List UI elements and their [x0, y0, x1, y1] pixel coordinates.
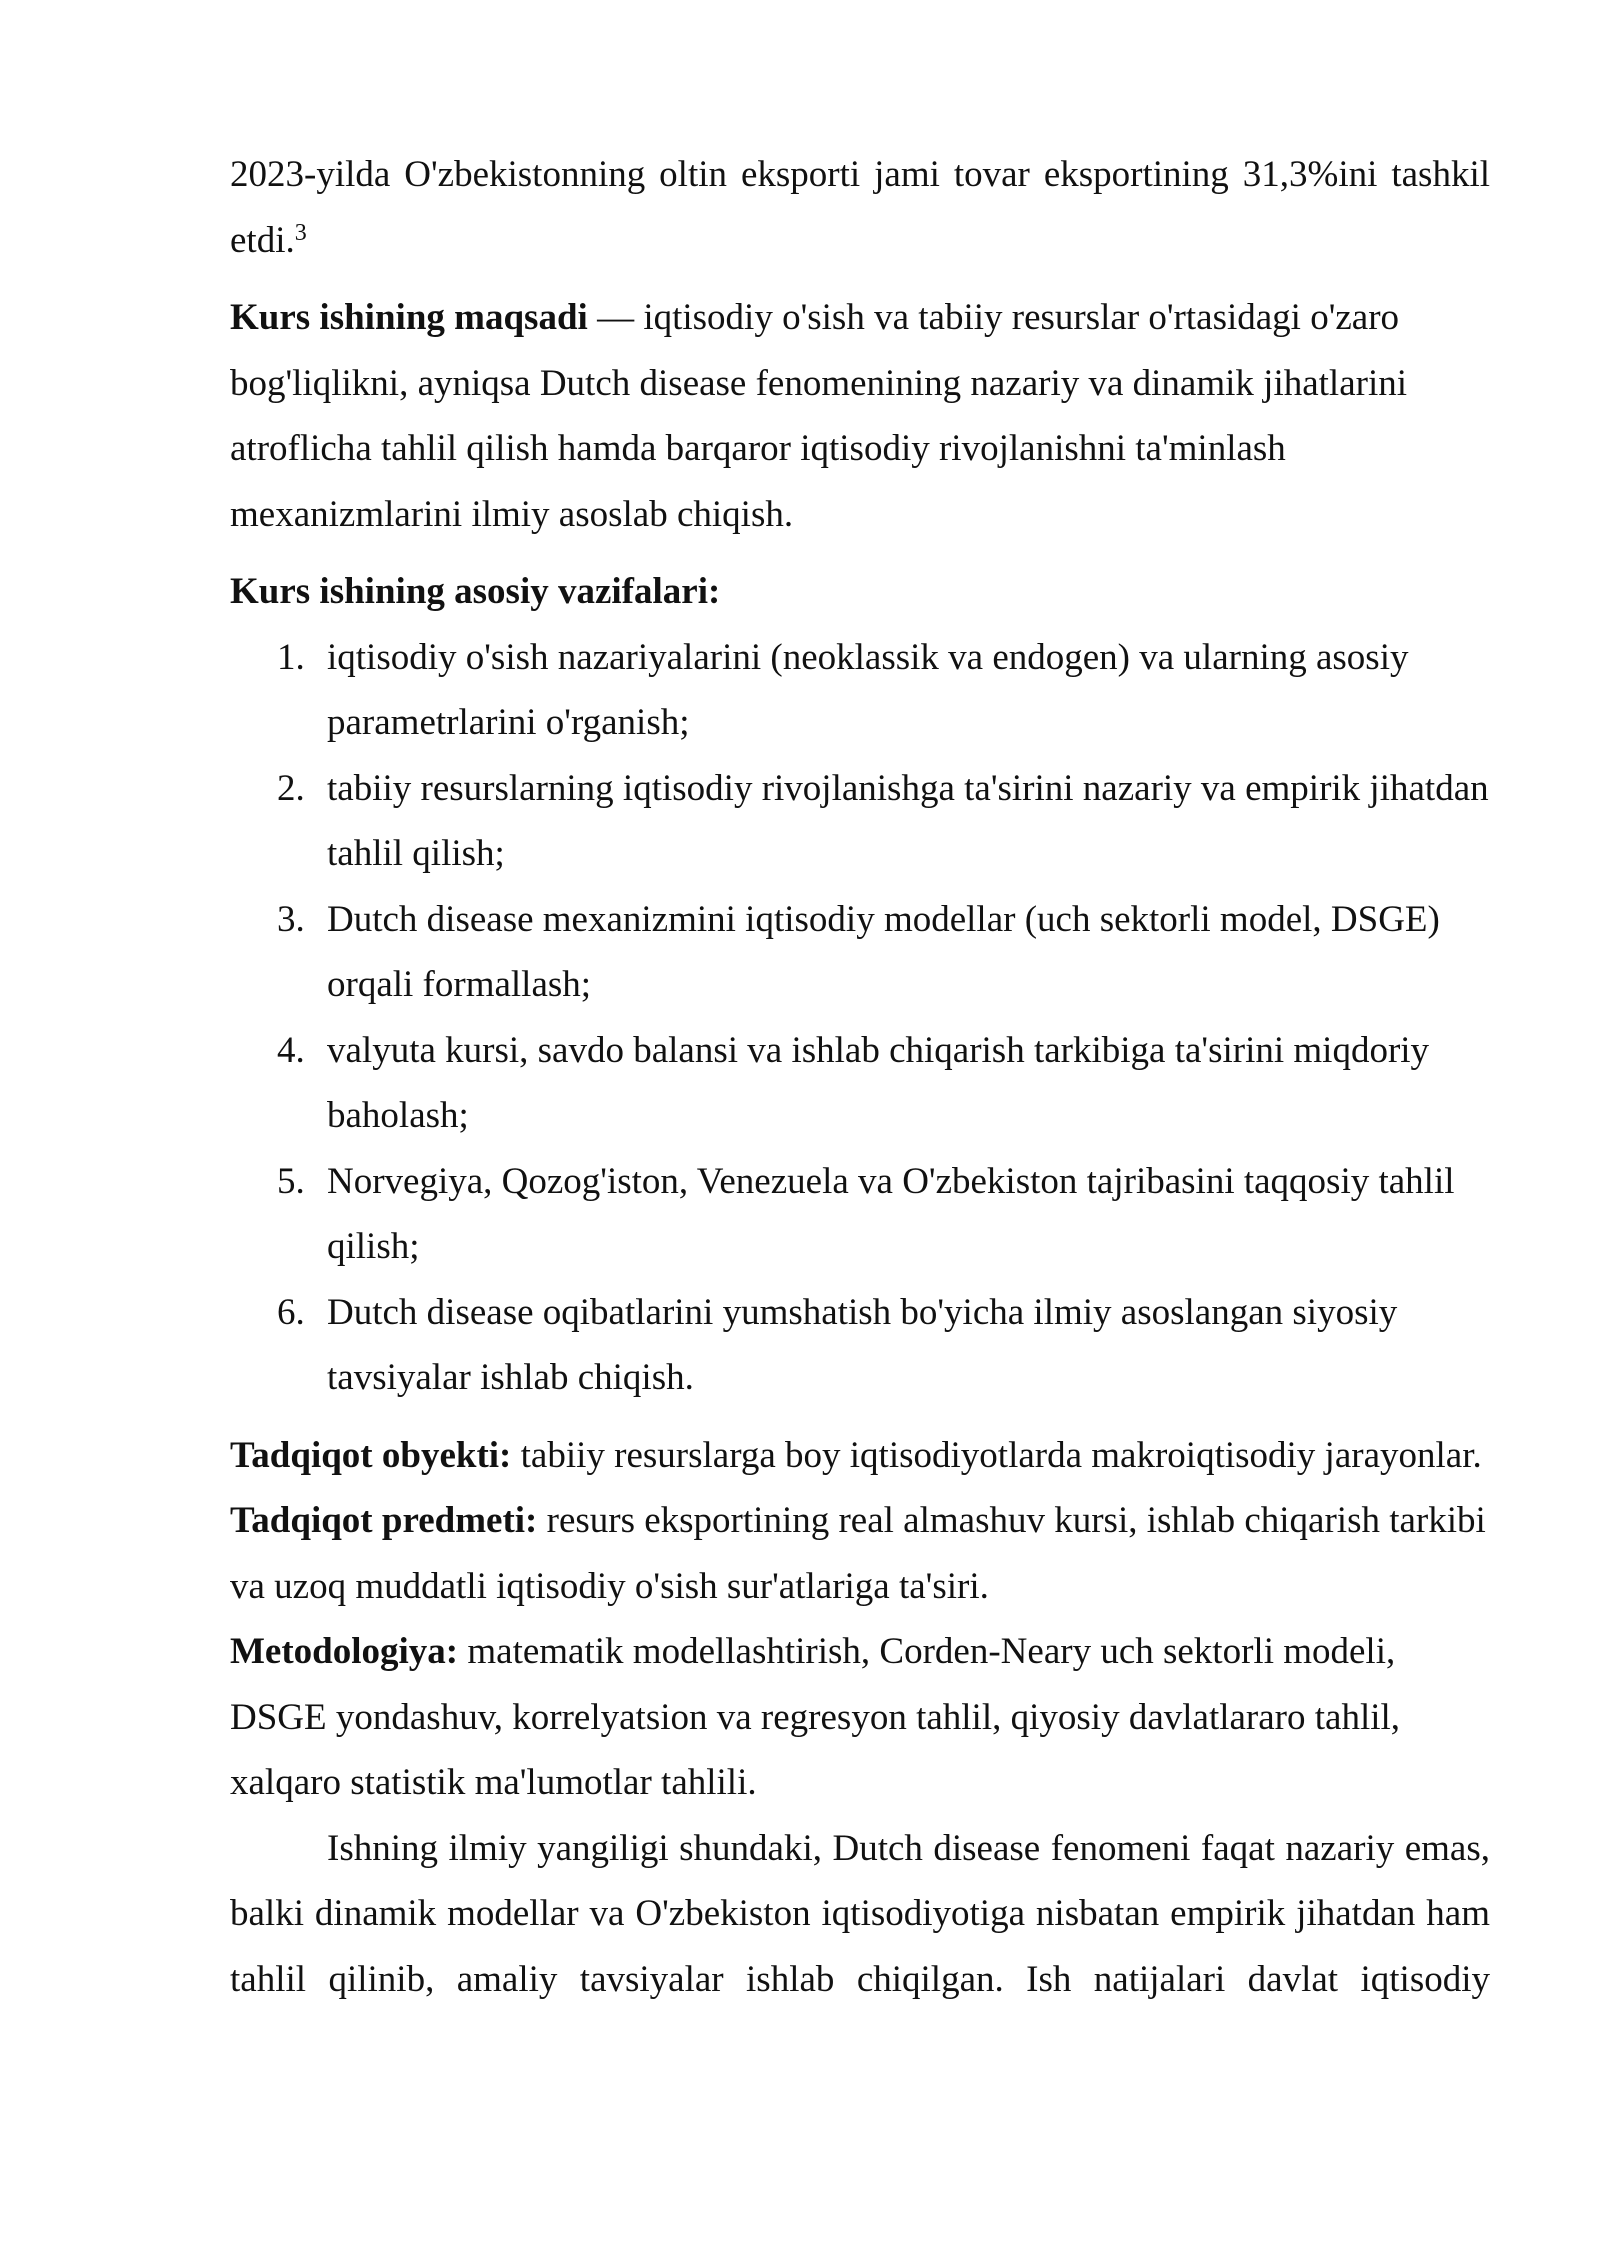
list-item-text: valyuta kursi, savdo balansi va ishlab chiqarish tarkibiga ta'sirini miqdoriy baholash; [327, 1029, 1430, 1136]
list-item [230, 887, 1490, 1018]
novelty-paragraph: Ishning ilmiy yangiligi shundaki, Dutch disease fenomeni faqat nazariy emas, balki dinamik modellar va O'zbekiston iqtisodiyotiga nisbatan empirik jihatdan ham tahlil qilinib, amaliy tavsiyalar ishlab chiqilgan. Ish natijalari davlat iqtisodiy [230, 1827, 1490, 2000]
tasks-heading: Kurs ishining asosiy vazifalari: [230, 571, 721, 612]
methodology-paragraph [230, 1619, 1490, 1816]
object-paragraph [230, 1423, 1490, 1489]
list-item [230, 1018, 1490, 1149]
list-item-text: iqtisodiy o'sish nazariyalarini (neoklassik va endogen) va ularning asosiy parametrlarini o'rganish; [327, 636, 1409, 743]
object-label: Tadqiqot obyekti: [230, 1434, 512, 1476]
list-item [230, 756, 1490, 887]
subject-label: Tadqiqot predmeti: [230, 1500, 538, 1541]
footnote-marker: 3 [294, 219, 307, 246]
intro-text: 2023-yilda O'zbekistonning oltin eksporti jami tovar eksportining 31,3%ini tashkil etdi. [230, 154, 1490, 261]
methodology-text: matematik modellashtirish, Corden-Neary uch sektorli modeli, DSGE yondashuv, korrelyatsion va regresyon tahlil, qiyosiy davlatlararo tahlil, xalqaro statistik ma'lumotlar tahlili. [230, 1631, 1401, 1803]
goal-paragraph [230, 285, 1490, 547]
list-item-number: 1. [277, 636, 305, 678]
subject-text: resurs eksportining real almashuv kursi, ishlab chiqarish tarkibi va uzoq muddatli iqtisodiy o'sish sur'atlariga ta'siri. [230, 1500, 1486, 1607]
list-item-number: 4. [277, 1029, 305, 1071]
goal-label: Kurs ishining maqsadi [230, 297, 588, 338]
list-item-number: 5. [277, 1160, 305, 1202]
list-item-number: 3. [277, 898, 305, 940]
list-item [230, 1280, 1490, 1411]
methodology-label: Metodologiya: [230, 1631, 459, 1672]
list-item [230, 1149, 1490, 1280]
goal-text: — iqtisodiy o'sish va tabiiy resurslar o'rtasidagi o'zaro bog'liqlikni, ayniqsa Dutch disease fenomenining nazariy va dinamik jihatlarini atroflicha tahlil qilish hamda barqaror iqtisodiy rivojlanishni ta'minlash mexanizmlarini ilmiy asoslab chiqish. [230, 297, 1408, 535]
tasks-list [230, 625, 1490, 1411]
list-item-number: 2. [277, 767, 305, 809]
list-item-text: tabiiy resurslarning iqtisodiy rivojlanishga ta'sirini nazariy va empirik jihatdan tahlil qilish; [327, 767, 1489, 874]
list-item [230, 625, 1490, 756]
list-item-text: Dutch disease mexanizmini iqtisodiy modellar (uch sektorli model, DSGE) orqali formallash; [327, 898, 1440, 1005]
document-body [230, 142, 1490, 2012]
list-item-number: 6. [277, 1291, 305, 1333]
list-item-text: Dutch disease oqibatlarini yumshatish bo'yicha ilmiy asoslangan siyosiy tavsiyalar ishlab chiqish. [327, 1291, 1398, 1398]
list-item-text: Norvegiya, Qozog'iston, Venezuela va O'zbekiston tajribasini taqqosiy tahlil qilish; [327, 1160, 1455, 1267]
object-text: tabiiy resurslarga boy iqtisodiyotlarda makroiqtisodiy jarayonlar. [511, 1434, 1482, 1476]
subject-paragraph [230, 1488, 1490, 1619]
intro-paragraph [230, 142, 1490, 273]
